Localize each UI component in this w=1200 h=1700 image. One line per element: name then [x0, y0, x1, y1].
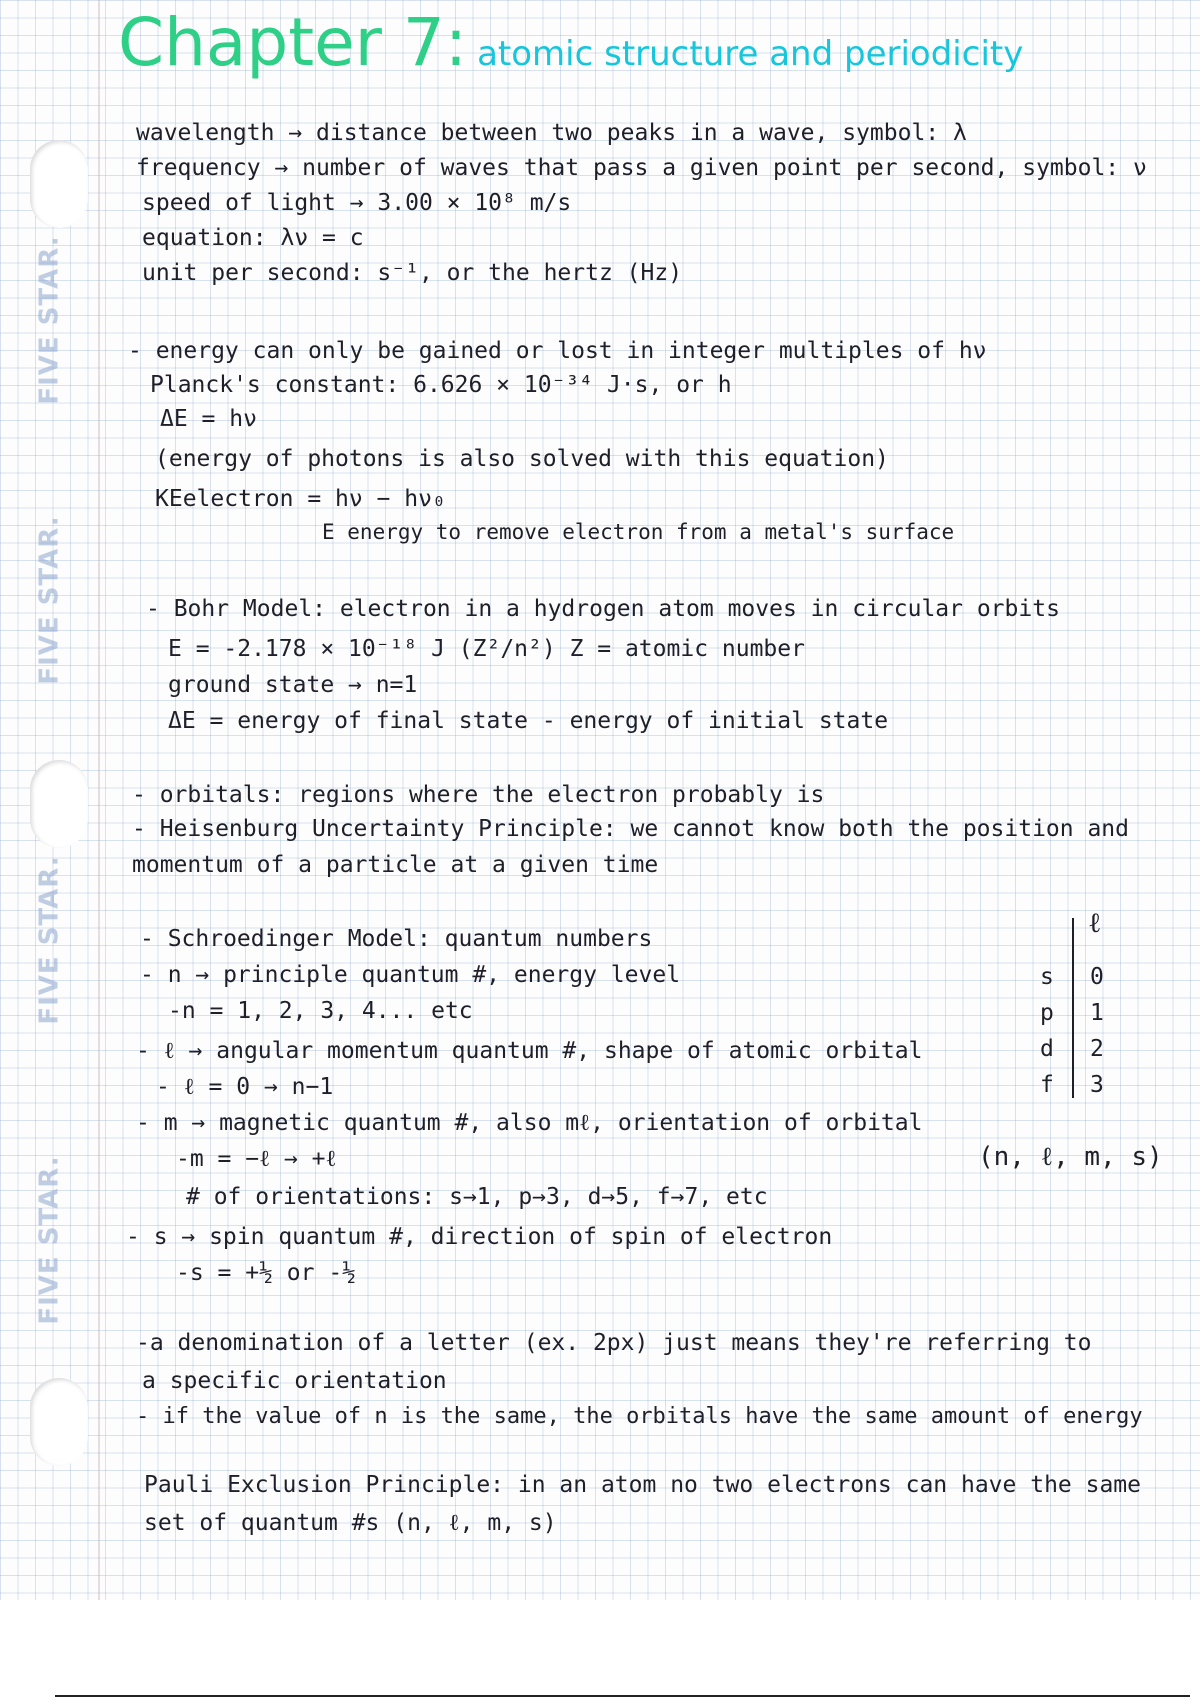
- note-line: Pauli Exclusion Principle: in an atom no two electrons can have the same: [144, 1472, 1141, 1498]
- brand-watermark: [20, 200, 80, 440]
- brand-text: FIVE STAR.: [35, 515, 66, 685]
- orbital-table: [1030, 908, 1140, 1098]
- brand-watermark: [20, 1120, 80, 1360]
- bottom-rule: [55, 1695, 1190, 1697]
- note-line: a specific orientation: [142, 1368, 447, 1394]
- note-line: - n → principle quantum #, energy level: [140, 962, 681, 988]
- note-line: - ℓ → angular momentum quantum #, shape of atomic orbital: [136, 1038, 923, 1064]
- note-line: -s = +½ or -½: [176, 1260, 357, 1286]
- table-letter: d: [1040, 1036, 1054, 1062]
- note-line: - s → spin quantum #, direction of spin of electron: [126, 1224, 833, 1250]
- margin-line: [98, 0, 100, 1600]
- table-header: ℓ: [1088, 906, 1102, 939]
- table-divider: [1072, 918, 1074, 1098]
- note-line: (energy of photons is also solved with this equation): [155, 446, 889, 472]
- note-line: - if the value of n is the same, the orbitals have the same amount of energy: [136, 1404, 1143, 1429]
- page-title: [118, 4, 1023, 81]
- note-line: E = -2.178 × 10⁻¹⁸ J (Z²/n²) Z = atomic number: [168, 636, 805, 662]
- note-line: ground state → n=1: [168, 672, 418, 698]
- note-line: frequency → number of waves that pass a given point per second, symbol: ν: [136, 155, 1147, 181]
- note-line: E energy to remove electron from a metal's surface: [322, 520, 955, 544]
- note-line: unit per second: s⁻¹, or the hertz (Hz): [142, 260, 683, 286]
- brand-watermark: [20, 480, 80, 720]
- note-line: - Bohr Model: electron in a hydrogen atom moves in circular orbits: [146, 596, 1060, 622]
- note-line: ΔE = hν: [160, 406, 257, 432]
- note-line: - energy can only be gained or lost in integer multiples of hν: [128, 338, 987, 364]
- note-line: wavelength → distance between two peaks in a wave, symbol: λ: [136, 120, 967, 146]
- quantum-numbers-tuple: (n, ℓ, m, s): [978, 1142, 1163, 1172]
- note-line: Planck's constant: 6.626 × 10⁻³⁴ J·s, or h: [150, 372, 732, 398]
- note-line: speed of light → 3.00 × 10⁸ m/s: [142, 190, 572, 216]
- binder-hole: [30, 1378, 88, 1466]
- table-value: 1: [1090, 1000, 1104, 1026]
- chapter-heading: Chapter 7:: [118, 4, 468, 81]
- note-line: -m = −ℓ → +ℓ: [176, 1146, 337, 1172]
- note-line: -a denomination of a letter (ex. 2px) just means they're referring to: [136, 1330, 1092, 1356]
- brand-text: FIVE STAR.: [35, 235, 66, 405]
- brand-text: FIVE STAR.: [35, 855, 66, 1025]
- table-value: 3: [1090, 1072, 1104, 1098]
- brand-text: FIVE STAR.: [35, 1155, 66, 1325]
- brand-watermark: [20, 820, 80, 1060]
- note-line: - m → magnetic quantum #, also mℓ, orientation of orbital: [136, 1110, 923, 1136]
- note-line: equation: λν = c: [142, 225, 364, 251]
- binder-hole: [30, 140, 88, 228]
- note-line: - Schroedinger Model: quantum numbers: [140, 926, 653, 952]
- table-letter: s: [1040, 964, 1054, 990]
- note-line: - Heisenburg Uncertainty Principle: we cannot know both the position and: [132, 816, 1129, 842]
- table-value: 2: [1090, 1036, 1104, 1062]
- note-line: ΔE = energy of final state - energy of initial state: [168, 708, 889, 734]
- note-line: set of quantum #s (n, ℓ, m, s): [144, 1510, 557, 1536]
- note-line: momentum of a particle at a given time: [132, 852, 659, 878]
- table-value: 0: [1090, 964, 1104, 990]
- note-line: # of orientations: s→1, p→3, d→5, f→7, etc: [186, 1184, 768, 1210]
- binder-hole: [30, 760, 88, 848]
- note-line: KEelectron = hν − hν₀: [155, 486, 446, 512]
- note-line: -n = 1, 2, 3, 4... etc: [168, 998, 473, 1024]
- note-line: - orbitals: regions where the electron probably is: [132, 782, 825, 808]
- table-letter: p: [1040, 1000, 1054, 1026]
- note-line: - ℓ = 0 → n−1: [156, 1074, 334, 1100]
- chapter-subtitle: atomic structure and periodicity: [477, 34, 1024, 74]
- table-letter: f: [1040, 1072, 1054, 1098]
